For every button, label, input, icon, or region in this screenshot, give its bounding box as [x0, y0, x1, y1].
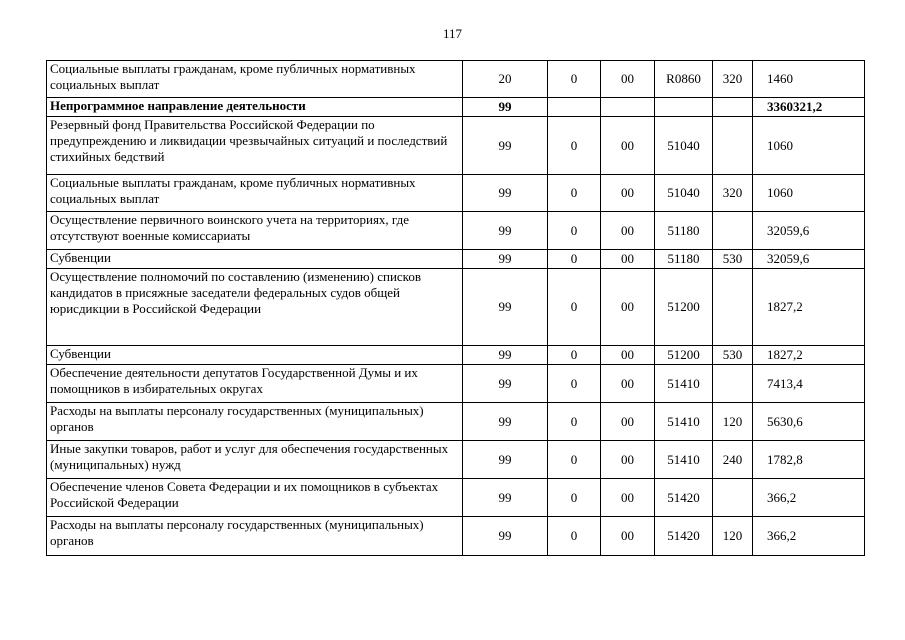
row-name-cell: Расходы на выплаты персоналу государственных (муниципальных) органов [47, 517, 463, 556]
table-row [47, 517, 865, 556]
expense-type-cell: 320 [713, 61, 753, 98]
program-code-cell: 00 [601, 403, 655, 441]
row-name-cell: Субвенции [47, 346, 463, 365]
table-row [47, 346, 865, 365]
section-code-cell: 99 [463, 117, 548, 175]
target-code-cell [655, 98, 713, 117]
amount-cell: 32059,6 [753, 250, 865, 269]
target-code-cell: 51180 [655, 212, 713, 250]
target-code-cell: 51420 [655, 517, 713, 556]
table-row [47, 212, 865, 250]
target-code-cell: 51410 [655, 365, 713, 403]
table-row [47, 175, 865, 212]
amount-cell: 7413,4 [753, 365, 865, 403]
row-name-cell: Субвенции [47, 250, 463, 269]
amount-cell: 1460 [753, 61, 865, 98]
subsection-code-cell: 0 [548, 117, 601, 175]
table-body [47, 61, 865, 556]
table-row [47, 441, 865, 479]
table-row [47, 403, 865, 441]
amount-cell: 1827,2 [753, 269, 865, 346]
program-code-cell: 00 [601, 250, 655, 269]
expense-type-cell [713, 212, 753, 250]
row-name-cell: Осуществление полномочий по составлению (изменению) списков кандидатов в присяжные заседатели федеральных судов общей юрисдикции в Российской Федерации [47, 269, 463, 346]
target-code-cell: 51420 [655, 479, 713, 517]
subsection-code-cell: 0 [548, 175, 601, 212]
table-row [47, 365, 865, 403]
target-code-cell: 51200 [655, 269, 713, 346]
subsection-code-cell [548, 98, 601, 117]
program-code-cell: 00 [601, 269, 655, 346]
section-code-cell: 99 [463, 175, 548, 212]
expense-type-cell [713, 117, 753, 175]
program-code-cell: 00 [601, 212, 655, 250]
program-code-cell: 00 [601, 61, 655, 98]
section-code-cell: 99 [463, 517, 548, 556]
table-row [47, 61, 865, 98]
subsection-code-cell: 0 [548, 61, 601, 98]
expense-type-cell [713, 479, 753, 517]
expense-type-cell: 120 [713, 403, 753, 441]
budget-table [46, 60, 865, 556]
section-code-cell: 99 [463, 479, 548, 517]
table-row [47, 269, 865, 346]
target-code-cell: R0860 [655, 61, 713, 98]
amount-cell: 1060 [753, 117, 865, 175]
subsection-code-cell: 0 [548, 212, 601, 250]
expense-type-cell [713, 269, 753, 346]
target-code-cell: 51200 [655, 346, 713, 365]
table-row [47, 479, 865, 517]
amount-cell: 1060 [753, 175, 865, 212]
expense-type-cell [713, 365, 753, 403]
table-row [47, 117, 865, 175]
section-code-cell: 20 [463, 61, 548, 98]
row-name-cell: Иные закупки товаров, работ и услуг для обеспечения государственных (муниципальных) нужд [47, 441, 463, 479]
row-name-cell: Социальные выплаты гражданам, кроме публичных нормативных социальных выплат [47, 175, 463, 212]
program-code-cell: 00 [601, 441, 655, 479]
expense-type-cell [713, 98, 753, 117]
table-row [47, 250, 865, 269]
subsection-code-cell: 0 [548, 269, 601, 346]
amount-cell: 1782,8 [753, 441, 865, 479]
subsection-code-cell: 0 [548, 479, 601, 517]
subsection-code-cell: 0 [548, 403, 601, 441]
section-code-cell: 99 [463, 441, 548, 479]
section-code-cell: 99 [463, 269, 548, 346]
amount-cell: 366,2 [753, 517, 865, 556]
program-code-cell: 00 [601, 346, 655, 365]
section-code-cell: 99 [463, 365, 548, 403]
row-name-cell: Осуществление первичного воинского учета на территориях, где отсутствуют военные комиссариаты [47, 212, 463, 250]
section-code-cell: 99 [463, 250, 548, 269]
amount-cell: 5630,6 [753, 403, 865, 441]
row-name-cell: Резервный фонд Правительства Российской Федерации по предупреждению и ликвидации чрезвычайных ситуаций и последствий стихийных бедствий [47, 117, 463, 175]
program-code-cell: 00 [601, 117, 655, 175]
table-row [47, 98, 865, 117]
program-code-cell: 00 [601, 479, 655, 517]
row-name-cell: Обеспечение членов Совета Федерации и их помощников в субъектах Российской Федерации [47, 479, 463, 517]
section-code-cell: 99 [463, 403, 548, 441]
target-code-cell: 51040 [655, 175, 713, 212]
amount-cell: 32059,6 [753, 212, 865, 250]
subsection-code-cell: 0 [548, 441, 601, 479]
target-code-cell: 51410 [655, 441, 713, 479]
subsection-code-cell: 0 [548, 517, 601, 556]
row-name-cell: Непрограммное направление деятельности [47, 98, 463, 117]
program-code-cell: 00 [601, 517, 655, 556]
row-name-cell: Обеспечение деятельности депутатов Государственной Думы и их помощников в избирательных округах [47, 365, 463, 403]
page-number: 117 [442, 26, 463, 41]
section-code-cell: 99 [463, 98, 548, 117]
expense-type-cell: 530 [713, 250, 753, 269]
amount-cell: 3360321,2 [753, 98, 865, 117]
expense-type-cell: 530 [713, 346, 753, 365]
program-code-cell: 00 [601, 175, 655, 212]
target-code-cell: 51180 [655, 250, 713, 269]
target-code-cell: 51410 [655, 403, 713, 441]
section-code-cell: 99 [463, 346, 548, 365]
section-code-cell: 99 [463, 212, 548, 250]
expense-type-cell: 240 [713, 441, 753, 479]
row-name-cell: Расходы на выплаты персоналу государственных (муниципальных) органов [47, 403, 463, 441]
row-name-cell: Социальные выплаты гражданам, кроме публичных нормативных социальных выплат [47, 61, 463, 98]
program-code-cell [601, 98, 655, 117]
subsection-code-cell: 0 [548, 365, 601, 403]
expense-type-cell: 320 [713, 175, 753, 212]
amount-cell: 1827,2 [753, 346, 865, 365]
amount-cell: 366,2 [753, 479, 865, 517]
program-code-cell: 00 [601, 365, 655, 403]
subsection-code-cell: 0 [548, 346, 601, 365]
expense-type-cell: 120 [713, 517, 753, 556]
target-code-cell: 51040 [655, 117, 713, 175]
subsection-code-cell: 0 [548, 250, 601, 269]
